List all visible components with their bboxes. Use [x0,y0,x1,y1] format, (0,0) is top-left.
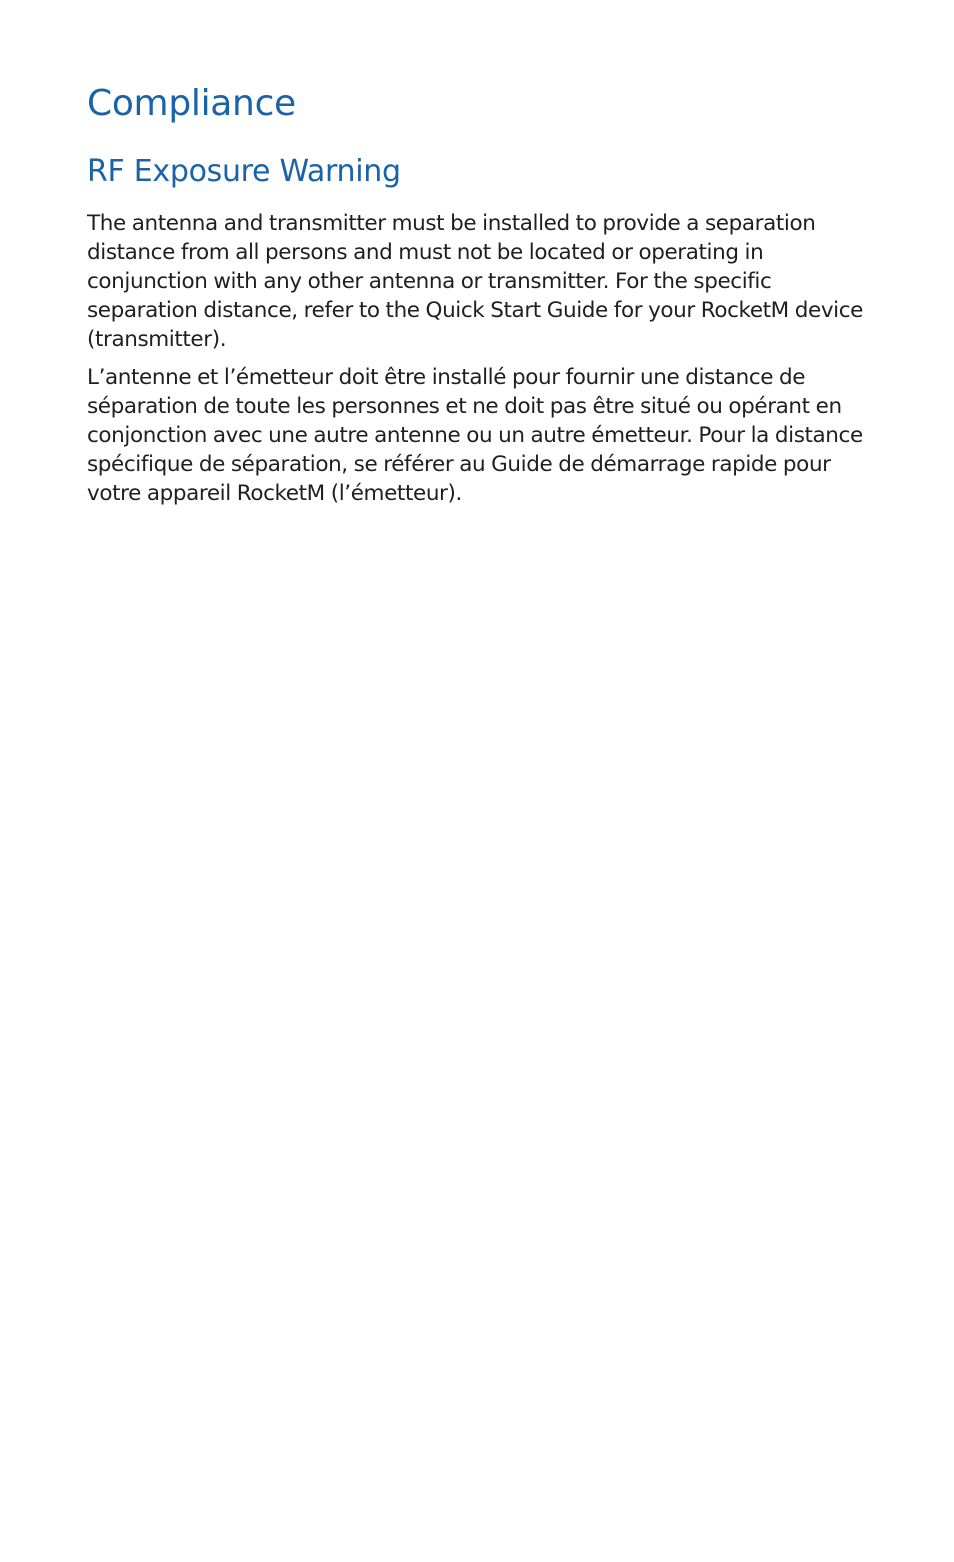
paragraph-english: The antenna and transmitter must be installed to provide a separation distance from all persons and must not be located or operating in conjunction with any other antenna or transmitter. For the specific separation distance, refer to the Quick Start Guide for your RocketM device (transmitter). [87,211,863,352]
page-content [87,78,877,508]
section-heading: RF Exposure Warning [87,154,401,189]
paragraph-french: L’antenne et l’émetteur doit être installé pour fournir une distance de séparation de toute les personnes et ne doit pas être situé ou opérant en conjonction avec une autre antenne ou un autre émetteur. Pour la distance spécifique de séparation, se référer au Guide de démarrage rapide pour votre appareil RocketM (l’émetteur). [87,365,863,506]
page-title: Compliance [87,83,296,124]
